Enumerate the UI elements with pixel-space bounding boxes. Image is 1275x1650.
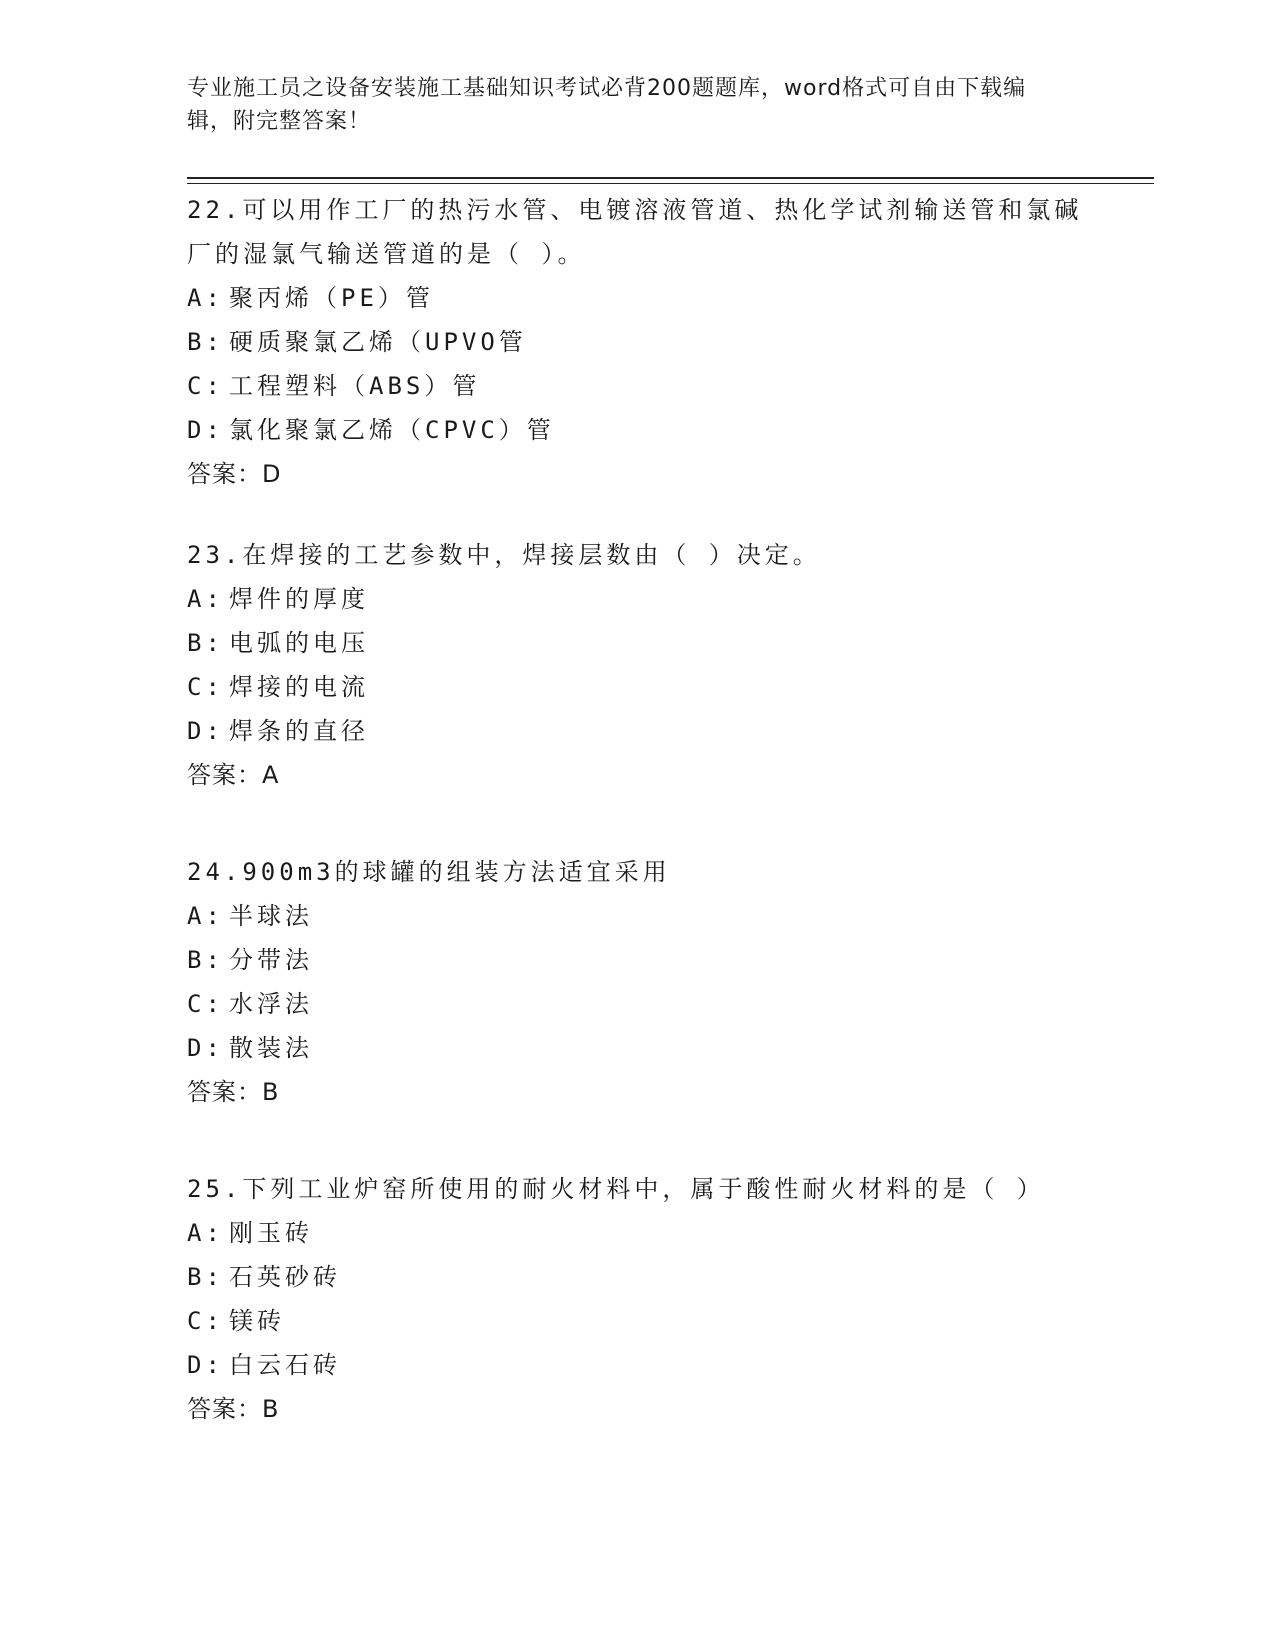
option-letter: B:	[187, 946, 224, 974]
question-23	[187, 533, 1087, 797]
option-letter: D:	[187, 416, 224, 444]
option-c	[187, 1299, 1087, 1343]
option-d	[187, 1026, 1087, 1070]
option-letter: C:	[187, 1307, 224, 1335]
option-text: 刚玉砖	[229, 1219, 313, 1247]
option-letter: A:	[187, 1219, 224, 1247]
option-text: 硬质聚氯乙烯（UPVO管	[229, 328, 527, 356]
option-b	[187, 320, 1087, 364]
option-a	[187, 1211, 1087, 1255]
option-c	[187, 364, 1087, 408]
page-header-title: 专业施工员之设备安装施工基础知识考试必背200题题库，word格式可自由下载编辑，附完整答案！	[187, 76, 1027, 134]
option-letter: C:	[187, 372, 224, 400]
option-text: 白云石砖	[229, 1351, 341, 1379]
option-text: 焊接的电流	[229, 673, 369, 701]
option-text: 半球法	[229, 902, 313, 930]
option-text: 焊条的直径	[229, 717, 369, 745]
question-22	[187, 188, 1087, 496]
answer-line: 答案：B	[187, 1395, 280, 1423]
option-letter: D:	[187, 717, 224, 745]
option-a	[187, 577, 1087, 621]
option-d	[187, 709, 1087, 753]
option-text: 工程塑料（ABS）管	[229, 372, 481, 400]
question-stem: 23.在焊接的工艺参数中，焊接层数由（ ）决定。	[187, 541, 821, 569]
question-stem: 24.900m3的球罐的组装方法适宜采用	[187, 858, 671, 886]
option-letter: D:	[187, 1351, 224, 1379]
option-d	[187, 1343, 1087, 1387]
answer-line: 答案：B	[187, 1078, 280, 1106]
option-text: 分带法	[229, 946, 313, 974]
option-letter: B:	[187, 1263, 224, 1291]
option-a	[187, 276, 1087, 320]
option-text: 镁砖	[229, 1307, 285, 1335]
option-text: 散装法	[229, 1034, 313, 1062]
option-c	[187, 982, 1087, 1026]
option-text: 焊件的厚度	[229, 585, 369, 613]
option-b	[187, 1255, 1087, 1299]
option-letter: D:	[187, 1034, 224, 1062]
option-b	[187, 938, 1087, 982]
option-c	[187, 665, 1087, 709]
answer-line: 答案：D	[187, 460, 282, 488]
option-letter: C:	[187, 673, 224, 701]
option-text: 聚丙烯（PE）管	[229, 284, 434, 312]
option-letter: B:	[187, 328, 224, 356]
question-stem: 22.可以用作工厂的热污水管、电镀溶液管道、热化学试剂输送管和氯碱厂的湿氯气输送管道的是（ ）。	[187, 196, 1083, 268]
option-letter: C:	[187, 990, 224, 1018]
option-letter: A:	[187, 284, 224, 312]
header-divider-thin	[187, 183, 1154, 184]
question-24	[187, 850, 1087, 1114]
option-letter: A:	[187, 902, 224, 930]
option-letter: B:	[187, 629, 224, 657]
option-b	[187, 621, 1087, 665]
option-text: 石英砂砖	[229, 1263, 341, 1291]
option-a	[187, 894, 1087, 938]
option-d	[187, 408, 1087, 452]
answer-line: 答案：A	[187, 761, 280, 789]
question-25	[187, 1167, 1087, 1431]
option-text: 氯化聚氯乙烯（CPVC）管	[229, 416, 555, 444]
option-letter: A:	[187, 585, 224, 613]
option-text: 水浮法	[229, 990, 313, 1018]
option-text: 电弧的电压	[229, 629, 369, 657]
question-stem: 25.下列工业炉窑所使用的耐火材料中，属于酸性耐火材料的是（ ）	[187, 1175, 1045, 1203]
header-divider-thick	[187, 177, 1154, 179]
